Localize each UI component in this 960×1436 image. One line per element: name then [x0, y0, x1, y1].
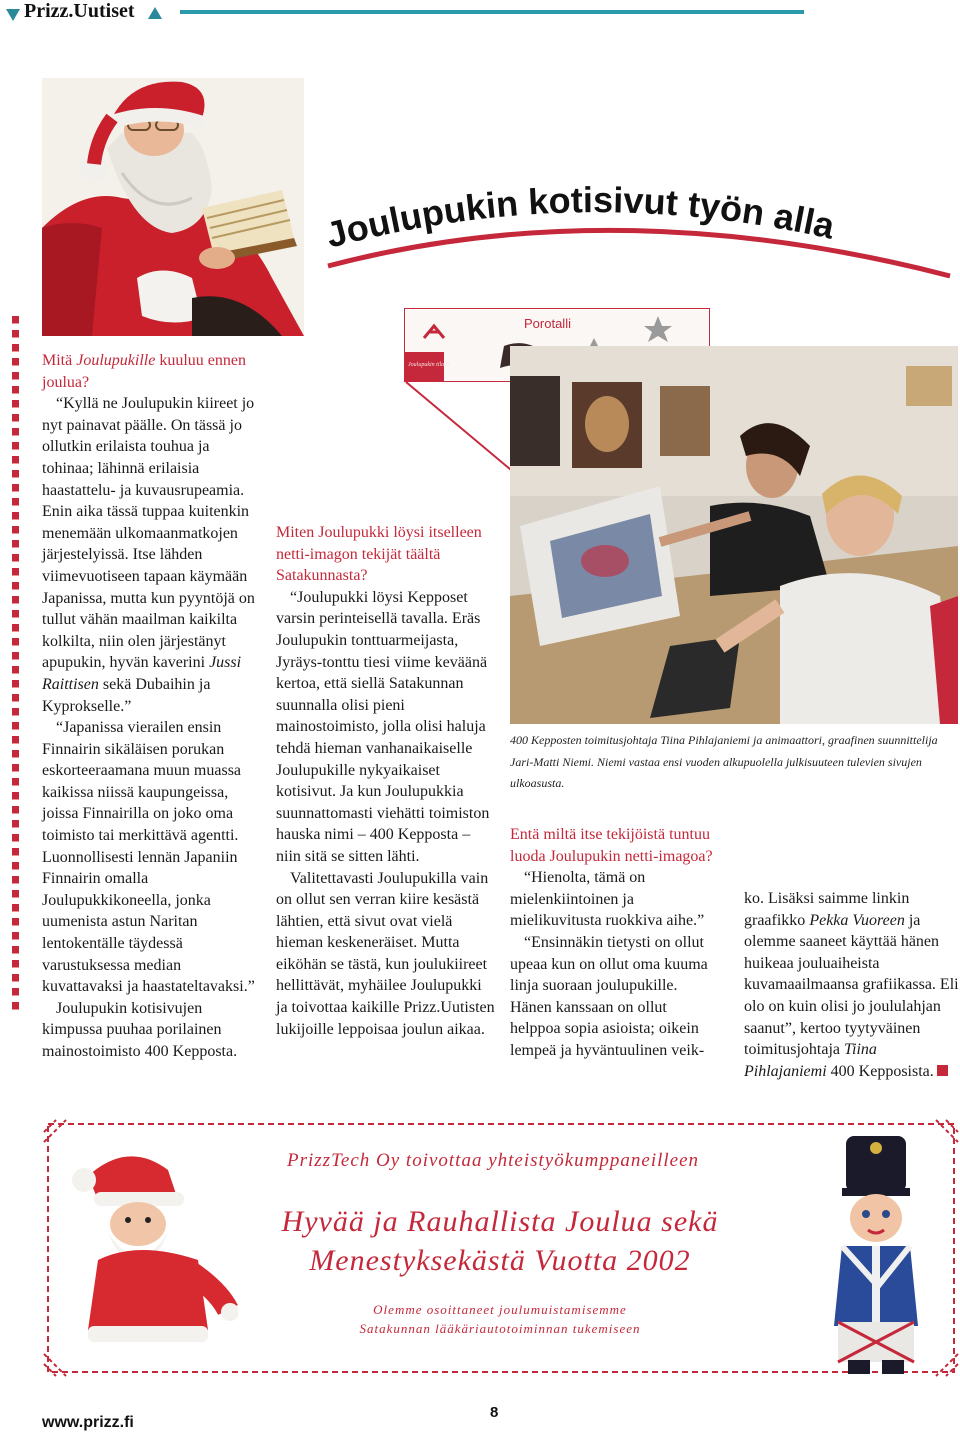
- greeting-main: Hyvää ja Rauhallista Joulua sekä Menestyksekästä Vuotta 2002: [281, 1205, 719, 1277]
- header-rule: [180, 10, 804, 14]
- answer-3: Joulupukin kotisivujen kimpussa puuhaa porilainen mainostoimisto 400 Kepposta.: [42, 999, 238, 1060]
- answer-5: Valitettavasti Joulupukilla vain on ollut sen verran kiire kesästä lähtien, että sivut ovat vielä hieman keskeneräiset. Mutta eiköhän se tästä, kun joulukiireet hellittävät, myhäilee Joulupukki ja toivottaa kaikille Prizz.Uutisten lukijoille leppoisaa joulun aikaa.: [276, 869, 495, 1038]
- question-2: Miten Joulupukki löysi itselleen netti-imagon tekijät täältä Satakunnasta?: [276, 524, 482, 585]
- footer-website[interactable]: www.prizz.fi: [42, 1414, 134, 1431]
- end-mark-icon: [937, 1065, 948, 1076]
- greeting-intro: PrizzTech Oy toivottaa yhteistyökumppaneilleen: [287, 1150, 700, 1171]
- article-column-3: [510, 824, 716, 1062]
- photo-caption: 400 Kepposten toimitusjohtaja Tiina Pihlajaniemi ja animaattori, graafinen suunnittelija Jari-Matti Niemi. Niemi vastaa ensi vuoden alkupuolella julkisuuteen tulevien sivujen ulkoasusta.: [510, 733, 938, 791]
- greeting-note: Olemme osoittaneet joulumuistamisemme Satakunnan lääkäriautotoiminnan tukemiseen: [359, 1302, 641, 1336]
- answer-2: “Japanissa vierailen ensin Finnairin sikäläisen porukan eskorteeraamana muun muassa kaikissa niissä kaupungeissa, joissa Finnairilla on joko oma toimisto tai merkittävä agentti. Luonnollisesti lennän Japaniin Finnairin omalla Joulupukkikoneella, jonka uumenista astun Naritan lentokentälle täydessä varustuksessa median kuvattavaksi ja haastateltavaksi.”: [42, 719, 255, 996]
- answer-8: ko. Lisäksi saimme linkin graafikko Pekka Vuoreen ja olemme saaneet käyttää hänen huikeaa jouluaiheista kuvamaailmaansa grafiikassa. Eli olo on kuin olisi jo joululahjan saanut”, kertoo tyytyväinen toimitusjohtaja Tiina Pihlajaniemi 400 Kepposista.: [744, 890, 959, 1080]
- question-3: Entä miltä itse tekijöistä tuntuu luoda Joulupukin netti-imagoa?: [510, 826, 713, 865]
- santa-reading-photo: [42, 78, 304, 336]
- santa-doll-image: [58, 1140, 238, 1350]
- inset-side-label: Joulupukin tilaus: [408, 362, 450, 368]
- office-photo: [510, 346, 958, 724]
- answer-4: “Joulupukki löysi Kepposet varsin perinteisellä tavalla. Eräs Joulupukin tonttuarmeijasta, Jyräys-tonttu tiesi viime keväänä kertoa, että siellä Satakunnan suunnalla olisi pieni mainostoimisto, jolla olisi haluja tehdä hieman vanhanaikaiselle Joulupukille nykyaikaiset kotisivut. Ja kun Joulupukkia suunnattomasti viehätti toimiston hauska nimi – 400 Kepposta – niin sitä se sitten lähti.: [276, 588, 490, 865]
- masthead: [0, 0, 960, 26]
- answer-1: “Kyllä ne Joulupukin kiireet jo nyt painavat päälle. On tässä jo ollutkin erilaista touhua ja tohinaa; lähinnä erilaisia haastattelu- ja kuvausrupeamia. Enin aika tässä tuppaa kuitenkin menemään ulkomaanmatkojen järjestelyissä. Itse lähden viimevuotiseen tapaan käymään Japanissa, mutta kun pyyntöjä on tullut vähän maailman kaikilta kolkilta, niin olen järjestänyt apupukin, hyvän kaverini Jussi Raittisen sekä Dubaihin ja Kyprokselle.”: [42, 395, 255, 715]
- question-1: Mitä Joulupukille kuuluu ennen joulua?: [42, 352, 246, 391]
- article-column-1: [42, 350, 264, 1063]
- svg-text:Joulupukin kotisivut työn alla: [322, 179, 839, 256]
- toy-soldier-image: [818, 1126, 938, 1376]
- answer-6: “Hienolta, tämä on mielenkiintoinen ja mielikuvitusta ruokkiva aihe.”: [510, 869, 705, 930]
- triangle-down-icon: [6, 9, 20, 21]
- brand-title: Prizz.Uutiset: [24, 0, 135, 22]
- article-column-2: [276, 522, 496, 1040]
- answer-7: “Ensinnäkin tietysti on ollut upeaa kun on ollut oma kuuma linja suoraan joulupukille. Hänen kanssaan on ollut helppoa sopia asioista; oikein lempeä ja hyväntuulinen veik-: [510, 933, 708, 1059]
- article-column-4: [744, 888, 960, 1082]
- triangle-up-icon: [148, 7, 162, 19]
- inset-title: Porotalli: [524, 316, 571, 331]
- headline-text: Joulupukin kotisivut työn alla: [321, 179, 839, 256]
- side-dotted-border: [12, 316, 19, 1016]
- headline: [318, 150, 958, 280]
- page-number: 8: [490, 1404, 499, 1421]
